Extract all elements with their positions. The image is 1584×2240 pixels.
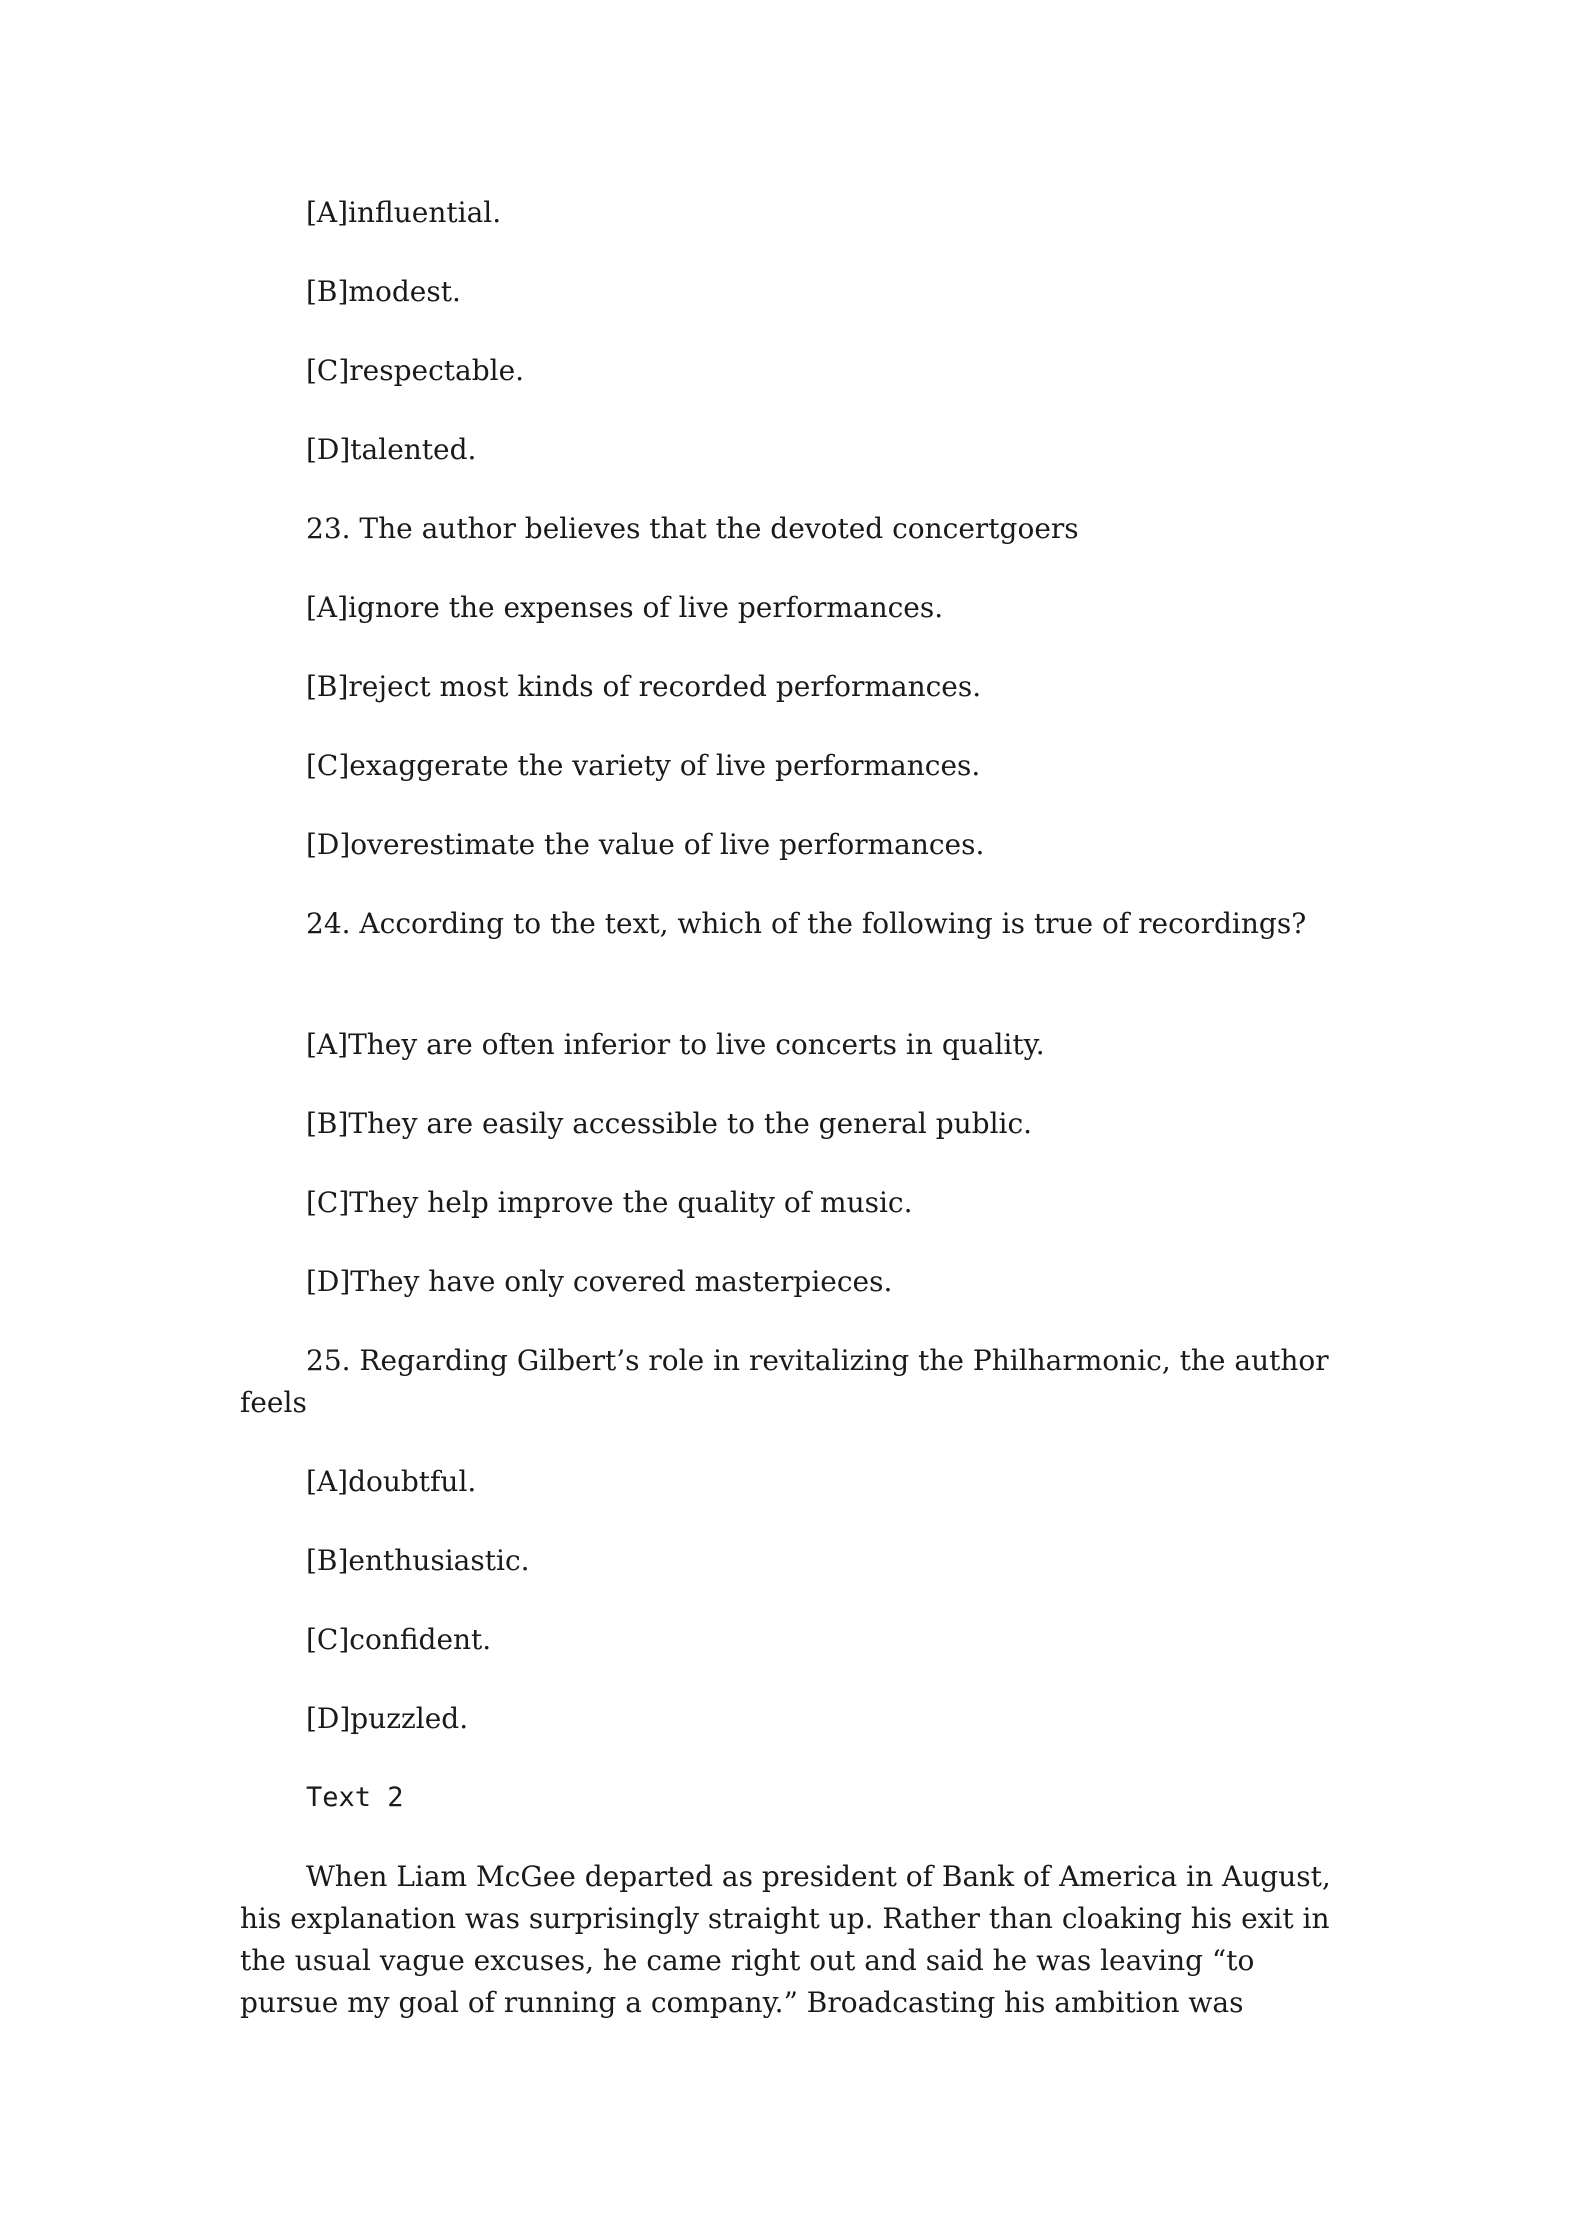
- q23-option-a: [A]ignore the expenses of live performances.: [306, 591, 944, 624]
- q23-option-d: [D]overestimate the value of live performances.: [306, 828, 985, 861]
- q25-option-b: [B]enthusiastic.: [306, 1544, 530, 1577]
- q22-option-d: [D]talented.: [306, 433, 477, 466]
- q23-option-b: [B]reject most kinds of recorded performances.: [306, 670, 982, 703]
- q25-option-c: [C]confident.: [306, 1623, 492, 1656]
- q24-option-c: [C]They help improve the quality of music.: [306, 1186, 913, 1219]
- q25-option-a: [A]doubtful.: [306, 1465, 477, 1498]
- q23-option-c: [C]exaggerate the variety of live performances.: [306, 749, 981, 782]
- text2-heading: Text 2: [306, 1782, 404, 1813]
- q24-option-a: [A]They are often inferior to live concerts in quality.: [306, 1028, 1045, 1061]
- q25-stem: 25. Regarding Gilbert’s role in revitalizing the Philharmonic, the author feels: [240, 1344, 1329, 1419]
- q24-option-d: [D]They have only covered masterpieces.: [306, 1265, 893, 1298]
- q25-option-d: [D]puzzled.: [306, 1702, 469, 1735]
- q24-stem: 24. According to the text, which of the following is true of recordings?: [306, 907, 1307, 940]
- q22-option-a: [A]influential.: [306, 196, 502, 229]
- q22-option-c: [C]respectable.: [306, 354, 525, 387]
- text2-paragraph: When Liam McGee departed as president of Bank of America in August, his explanation was surprisingly straight up. Rather than cloaking his exit in the usual vague excuses, he came right out and said he was leaving “to pursue my goal of running a company.” Broadcasting his ambition was: [240, 1860, 1331, 2019]
- q24-option-b: [B]They are easily accessible to the general public.: [306, 1107, 1033, 1140]
- q22-option-b: [B]modest.: [306, 275, 461, 308]
- q23-stem: 23. The author believes that the devoted concertgoers: [306, 512, 1079, 545]
